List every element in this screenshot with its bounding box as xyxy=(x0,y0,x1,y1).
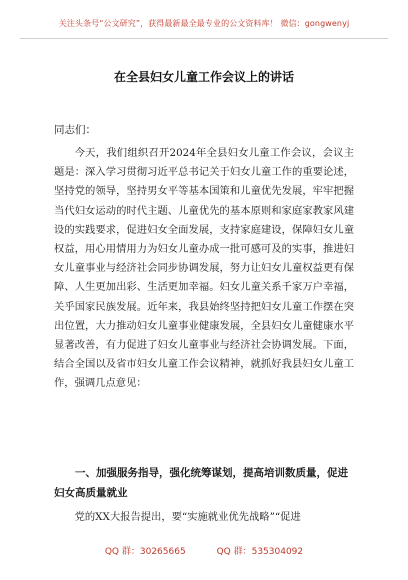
footer-contacts xyxy=(0,544,408,557)
body-paragraph-continued: 党的XX大报告提出，要“实施就业优先战略”“促进 xyxy=(74,511,301,523)
header-banner: 关注头条号“公文研究”，获得最新最全最专业的公文资料库！ 微信：gongwenyj xyxy=(58,19,350,28)
document-title: 在全县妇女儿童工作会议上的讲话 xyxy=(113,70,294,84)
salutation: 同志们： xyxy=(54,124,96,136)
section-heading: 一、加强服务指导，强化统筹谋划，提高培训数质量，促进妇女高质量就业 xyxy=(54,467,348,499)
header-divider xyxy=(20,38,388,39)
body-paragraph: 今天，我们组织召开2024年全县妇女儿童工作会议，会议主题是：深入学习贯彻习近平总书记关于妇女儿童工作的重要论述，坚持党的领导，坚持男女平等基本国策和儿童优先发展，牢牢把握当代妇女运动的时代主题、儿童优先的基本原则和家庭家教家风建设的实践要求，促进妇女全面发展，支持家庭建设，保障妇女儿童权益，用心用情用力为妇女儿童办成一批可感可及的实事，推进妇女儿童事业与经济社会同步协调发展，努力让妇女儿童权益更有保障、人生更加出彩、生活更加幸福。妇女儿童关系千家万户幸福，关乎国家民族发展。近年来，我县始终坚持把妇女儿童工作摆在突出位置，大力推动妇女儿童事业健康发展，全县妇女儿童健康水平显著改善，有力促进了妇女儿童事业与经济社会协调发展。下面，结合全国以及省市妇女儿童工作会议精神，就抓好我县妇女儿童工作，强调几点意见： xyxy=(54,147,354,390)
footer-qq-group-1: QQ 群：30265665 xyxy=(104,547,186,557)
footer-qq-group-2: QQ 群：535304092 xyxy=(216,547,304,557)
